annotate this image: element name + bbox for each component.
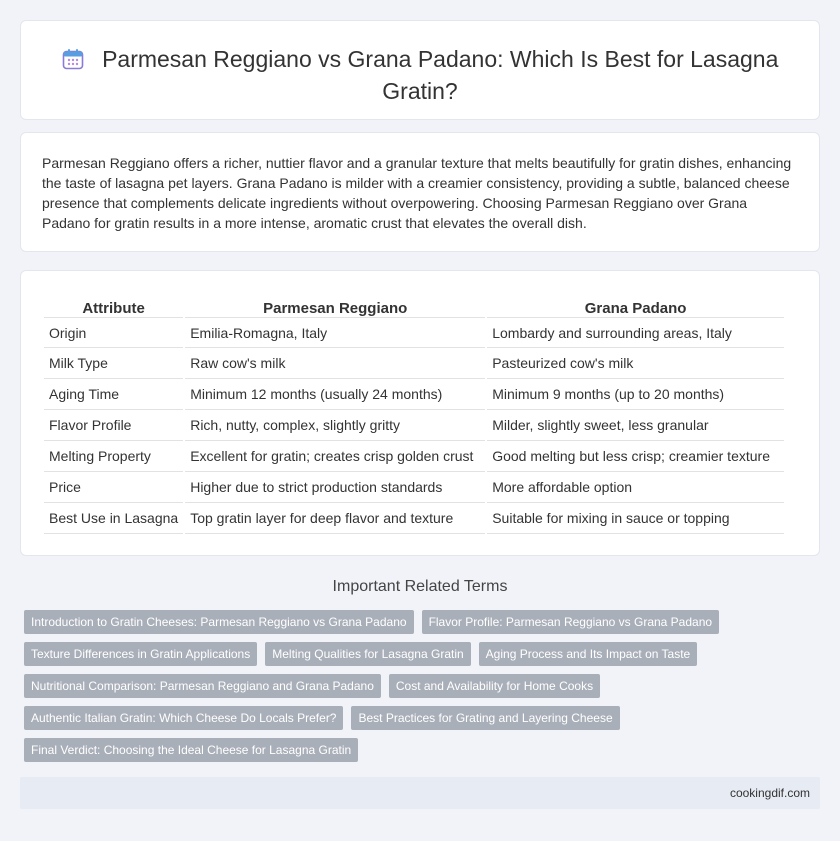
- table-cell: Flavor Profile: [44, 410, 183, 441]
- related-term-tag[interactable]: Final Verdict: Choosing the Ideal Cheese for Lasagna Gratin: [24, 738, 358, 762]
- table-cell: Minimum 12 months (usually 24 months): [185, 379, 485, 410]
- page-title: Parmesan Reggiano vs Grana Padano: Which Is Best for Lasagna Gratin?: [102, 46, 779, 104]
- related-term-tag[interactable]: Texture Differences in Gratin Applications: [24, 642, 257, 666]
- related-term-tag[interactable]: Flavor Profile: Parmesan Reggiano vs Grana Padano: [422, 610, 719, 634]
- table-cell: Emilia-Romagna, Italy: [185, 317, 485, 348]
- table-cell: Aging Time: [44, 379, 183, 410]
- table-cell: Best Use in Lasagna: [44, 503, 183, 534]
- related-term-tag[interactable]: Aging Process and Its Impact on Taste: [479, 642, 698, 666]
- table-row: [44, 348, 784, 379]
- related-term-tag[interactable]: Cost and Availability for Home Cooks: [389, 674, 600, 698]
- table-cell: Minimum 9 months (up to 20 months): [487, 379, 784, 410]
- intro-paragraph: Parmesan Reggiano offers a richer, nuttier flavor and a granular texture that melts beautifully for gratin dishes, enhancing the taste of lasagna pet layers. Grana Padano is milder with a creamier consistency, providing a subtle, balanced cheese presence that complements delicate ingredients without overpowering. Choosing Parmesan Reggiano over Grana Padano for gratin results in a more intense, aromatic crust that elevates the overall dish.: [42, 155, 792, 231]
- table-cell: Milk Type: [44, 348, 183, 379]
- footer: [20, 777, 820, 809]
- related-terms-list: [24, 610, 724, 762]
- column-header-grana: Grana Padano: [584, 300, 687, 317]
- table-cell: Origin: [44, 317, 183, 348]
- header-card: [20, 20, 820, 120]
- intro-card: [20, 132, 820, 252]
- related-terms-heading: Important Related Terms: [332, 578, 508, 595]
- footer-site-link[interactable]: cookingdif.com: [729, 786, 810, 800]
- table-cell: Top gratin layer for deep flavor and texture: [185, 503, 485, 534]
- related-term-tag[interactable]: Authentic Italian Gratin: Which Cheese Do Locals Prefer?: [24, 706, 343, 730]
- table-cell: Milder, slightly sweet, less granular: [487, 410, 784, 441]
- table-cell: Pasteurized cow's milk: [487, 348, 784, 379]
- table-header-row: [44, 295, 784, 317]
- title-wrap: [21, 43, 819, 107]
- table-cell: Melting Property: [44, 441, 183, 472]
- calendar-icon: [62, 48, 84, 75]
- table-cell: More affordable option: [487, 472, 784, 503]
- related-term-tag[interactable]: Best Practices for Grating and Layering Cheese: [351, 706, 619, 730]
- related-term-tag[interactable]: Introduction to Gratin Cheeses: Parmesan Reggiano vs Grana Padano: [24, 610, 414, 634]
- table-cell: Higher due to strict production standards: [185, 472, 485, 503]
- column-header-attribute: Attribute: [82, 300, 145, 317]
- table-cell: Lombardy and surrounding areas, Italy: [487, 317, 784, 348]
- table-row: [44, 472, 784, 503]
- comparison-table: [42, 295, 786, 534]
- table-cell: Suitable for mixing in sauce or topping: [487, 503, 784, 534]
- table-cell: Good melting but less crisp; creamier texture: [487, 441, 784, 472]
- table-cell: Excellent for gratin; creates crisp golden crust: [185, 441, 485, 472]
- table-row: [44, 441, 784, 472]
- comparison-table-card: [20, 270, 820, 556]
- table-row: [44, 379, 784, 410]
- related-term-tag[interactable]: Melting Qualities for Lasagna Gratin: [265, 642, 470, 666]
- related-term-tag[interactable]: Nutritional Comparison: Parmesan Reggiano and Grana Padano: [24, 674, 381, 698]
- column-header-parmesan: Parmesan Reggiano: [263, 300, 408, 317]
- table-cell: Price: [44, 472, 183, 503]
- table-cell: Rich, nutty, complex, slightly gritty: [185, 410, 485, 441]
- table-cell: Raw cow's milk: [185, 348, 485, 379]
- table-row: [44, 317, 784, 348]
- table-row: [44, 503, 784, 534]
- table-row: [44, 410, 784, 441]
